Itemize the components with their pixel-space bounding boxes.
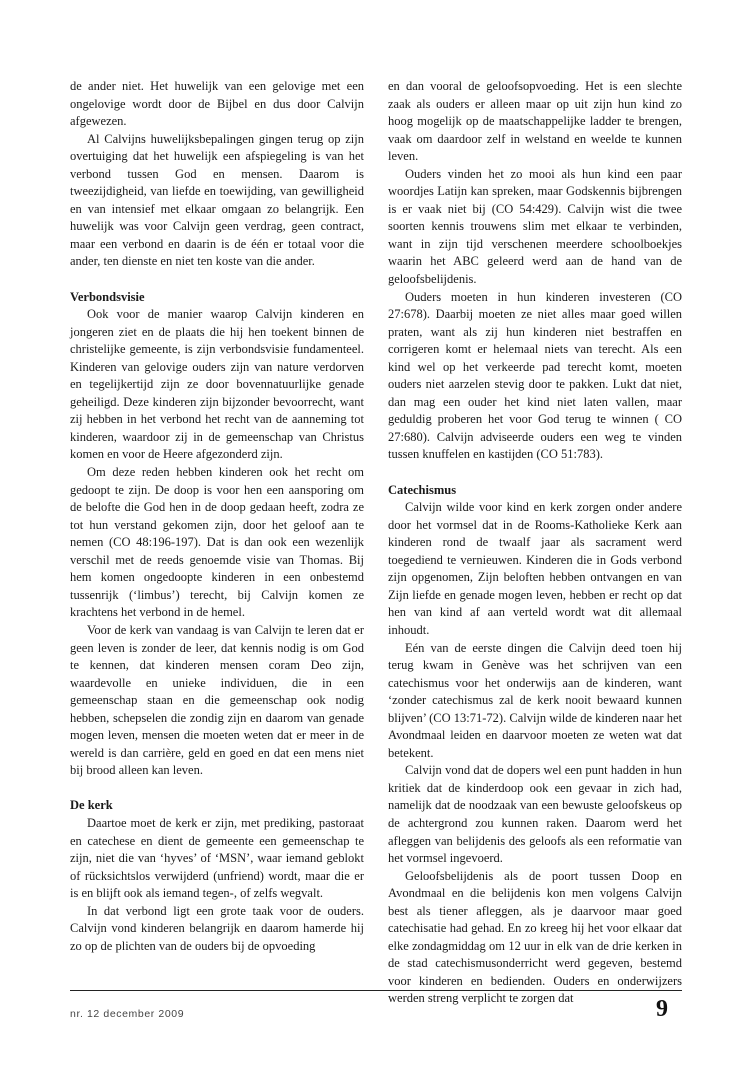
paragraph: Eén van de eerste dingen die Calvijn deed toen hij terug kwam in Genève was het schrijven van een catechismus voor het onderwijs aan de kinderen, want ‘zonder catechismus zal de kerk nooit bewaard kunnen blijven’ (CO 13:71-72). Calvijn wilde de kinderen naar het Avondmaal leiden en daarvoor moeten ze weten wat dat betekent. — [388, 640, 682, 760]
paragraph: Calvijn vond dat de dopers wel een punt hadden in hun kritiek dat de kinderdoop ook een gevaar in zich had, namelijk dat de noodzaak van een bewuste geloofskeus op de achtergrond zou kunnen raken. Daarom werd het afleggen van belijdenis des geloofs als een reformatie van het vormsel ingevoerd. — [388, 763, 682, 866]
left-column — [70, 78, 364, 955]
paragraph: Ook voor de manier waarop Calvijn kinderen en jongeren ziet en de plaats die hij hen toekent binnen de christelijke gemeente, is zijn verbondsvisie fundamenteel. Kinderen van gelovige ouders zijn van nature verdorven en tegelijkertijd zijn ze door bovennatuurlijke genade geheiligd. Deze kinderen zijn bijzonder bevoorrecht, want zij hebben in het verbond het recht van de aanneming tot kinderen, waardoor zij in de gemeenschap van Christus komen en voor de Heere afgezonderd zijn. — [70, 307, 364, 462]
paragraph: Geloofsbelijdenis als de poort tussen Doop en Avondmaal en die belijdenis kon men volgens Calvijn best als tiener afleggen, als je daarvoor maar goed catechisatie had gehad. En zo kreeg hij het voor elkaar dat elke zondagmiddag om 12 uur in elk van de drie kerken in de stad catechismusonderricht werd gegeven, bestemd voor kinderen en bedienden. Ouders en onderwijzers werden streng verplicht te zorgen dat — [388, 868, 682, 1006]
section-heading-de-kerk: De kerk — [70, 798, 113, 813]
paragraph: Ouders moeten in hun kinderen investeren (CO 27:678). Daarbij moeten ze niet alles maar goed willen praten, want als zij hun kinderen niet bestraffen en corrigeren komt er helemaal niets van terecht. Als een kind wel op het verkeerde pad terecht komt, moeten ouders niet aarzelen stevig door te pakken. Lukt dat niet, dan mag een ouder het kind niet laten vallen, maar geduldig proberen het voor God terug te winnen ( CO 27:680). Calvijn adviseerde ouders een weg te vinden tussen knuffelen en kastijden (CO 51:783). — [388, 289, 682, 462]
paragraph: en dan vooral de geloofsopvoeding. Het is een slechte zaak als ouders er alleen maar op uit zijn hun kind zo hoog mogelijk op de maatschappelijke ladder te brengen, vaak om daardoor zelf in welstand en weelde te kunnen leven. — [388, 79, 682, 164]
section-heading-catechismus: Catechismus — [388, 482, 457, 497]
paragraph: Om deze reden hebben kinderen ook het recht om gedoopt te zijn. De doop is voor hen een aansporing om de belofte die God hen in de doop gedaan heeft, zodra ze tot hun verstand gekomen zijn, door het geloof aan te nemen (CO 48:196-197). Dat is dan ook een wezenlijk verschil met de reeds genoemde visie van Thomas. Bij hem komen ongedoopte kinderen in een onbestemd tussenrijk (‘limbus’) terecht, bij Calvijn komen ze krachtens het verbond in de hemel. — [70, 465, 364, 620]
section-heading-verbondsvisie: Verbondsvisie — [70, 289, 145, 304]
page-number: 9 — [656, 996, 668, 1022]
paragraph: Ouders vinden het zo mooi als hun kind een paar woordjes Latijn kan spreken, maar Godskennis bijbrengen is er vaak niet bij (CO 54:429). Calvijn wist die twee soorten kennis trouwens slim met elkaar te verbinden, want in zijn tijd verschenen meerdere schoolboekjes waarin het ABC geleerd werd aan de hand van de geloofsbelijdenis. — [388, 166, 682, 287]
paragraph: de ander niet. Het huwelijk van een gelovige met een ongelovige wordt door de Bijbel en dus door Calvijn afgewezen. — [70, 79, 364, 129]
paragraph: Calvijn wilde voor kind en kerk zorgen onder andere door het vormsel dat in de Rooms-Katholieke Kerk aan kinderen rond de twaalf jaar als sacrament werd toegediend te vernieuwen. Kinderen die in Gods verbond zijn opgenomen, Zijn beloften hebben ontvangen en van Zijn liefde en genade mogen leven, hebben er recht op dat hen van kind af aan verteld wordt wat dit allemaal inhoudt. — [388, 500, 682, 637]
paragraph: Daartoe moet de kerk er zijn, met prediking, pastoraat en catechese en dient de gemeente een gemeenschap te zijn, niet die van ‘hyves’ of ‘MSN’, waar iemand geblokt of rücksichtslos verwijderd (unfriend) wordt, maar die er is en blijft ook als iemand tegen-, of zelfs wegvalt. — [70, 815, 364, 901]
footer-rule — [70, 990, 682, 991]
paragraph: Al Calvijns huwelijksbepalingen gingen terug op zijn overtuiging dat het huwelijk een afspiegeling is van het verbond tussen God en mensen. Daarom is tweezijdigheid, van liefde en toewijding, van gewilligheid en van intensief met elkaar omgaan zo belangrijk. Een huwelijk was voor Calvijn geen verdrag, geen contract, maar een verbond en daarin is de één er totaal voor die ander, ten dienste en niet ten koste van die ander. — [70, 131, 364, 269]
paragraph: Voor de kerk van vandaag is van Calvijn te leren dat er geen leven is zonder de leer, dat kennis nodig is om God te kennen, dat kinderen mensen coram Deo zijn, waardevolle en unieke individuen, die in een gemeenschap staan en die gemeenschap ook nodig hebben, schepselen die zondig zijn en daarom van genade mogen leven, mensen die moeten weten dat er meer in de wereld is dan carrière, geld en goed en dat een mens niet bij brood alleen kan leven. — [70, 622, 364, 778]
issue-label: nr. 12 december 2009 — [70, 1008, 185, 1020]
paragraph: In dat verbond ligt een grote taak voor de ouders. Calvijn vond kinderen belangrijk en daarom hamerde hij zo op de plichten van de ouders bij de opvoeding — [70, 903, 364, 953]
right-column — [388, 78, 682, 1008]
